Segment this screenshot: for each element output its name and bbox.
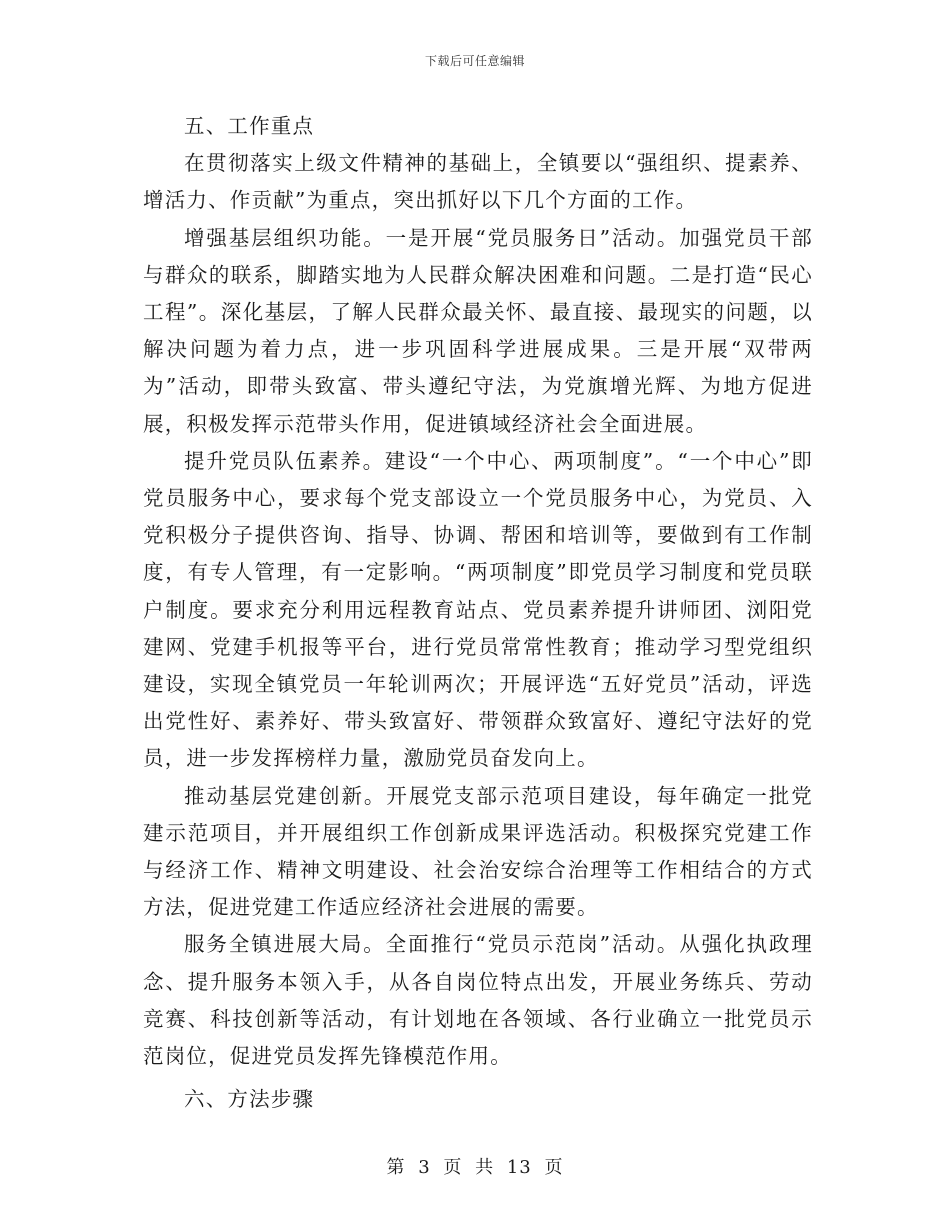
paragraph-organization-function: 增强基层组织功能。一是开展“党员服务日”活动。加强党员干部与群众的联系，脚踏实地为人民群众解决困难和问题。二是打造“民心工程”。深化基层，了解人民群众最关怀、最直接、最现实的问题，以解决问题为着力点，进一步巩固科学进展成果。三是开展“双带两为”活动，即带头致富、带头遵纪守法，为党旗增光辉、为地方促进展，积极发挥示范带头作用，促进镇域经济社会全面进展。 xyxy=(143,225,813,436)
paragraph-party-innovation: 推动基层党建创新。开展党支部示范项目建设，每年确定一批党建示范项目，并开展组织工作创新成果评选活动。积极探究党建工作与经济工作、精神文明建设、社会治安综合治理等工作相结合的方式方法，促进党建工作适应经济社会进展的需要。 xyxy=(143,783,813,920)
page-header-note: 下载后可任意编辑 xyxy=(424,54,525,68)
paragraph-member-quality: 提升党员队伍素养。建设“一个中心、两项制度”。“一个中心”即党员服务中心，要求每个党支部设立一个党员服务中心，为党员、入党积极分子提供咨询、指导、协调、帮困和培训等，要做到有工作制度，有专人管理，有一定影响。“两项制度”即党员学习制度和党员联户制度。要求充分利用远程教育站点、党员素养提升讲师团、浏阳党建网、党建手机报等平台，进行党员常常性教育；推动学习型党组织建设，实现全镇党员一年轮训两次；开展评选“五好党员”活动，评选出党性好、素养好、带头致富好、带领群众致富好、遵纪守法好的党员，进一步发挥榜样力量，激励党员奋发向上。 xyxy=(143,448,813,771)
section-heading-work-focus: 五、工作重点 xyxy=(184,114,315,138)
document-body xyxy=(143,108,813,1118)
page-number: 第 3 页 共 13 页 xyxy=(386,1157,564,1178)
paragraph-serve-development: 服务全镇进展大局。全面推行“党员示范岗”活动。从强化执政理念、提升服务本领入手，从各自岗位特点出发，开展业务练兵、劳动竞赛、科技创新等活动，有计划地在各领域、各行业确立一批党员示范岗位，促进党员发挥先锋模范作用。 xyxy=(143,932,813,1069)
intro-paragraph: 在贯彻落实上级文件精神的基础上，全镇要以“强组织、提素养、增活力、作贡献”为重点，突出抓好以下几个方面的工作。 xyxy=(143,151,813,213)
section-heading-method-steps: 六、方法步骤 xyxy=(184,1087,315,1112)
